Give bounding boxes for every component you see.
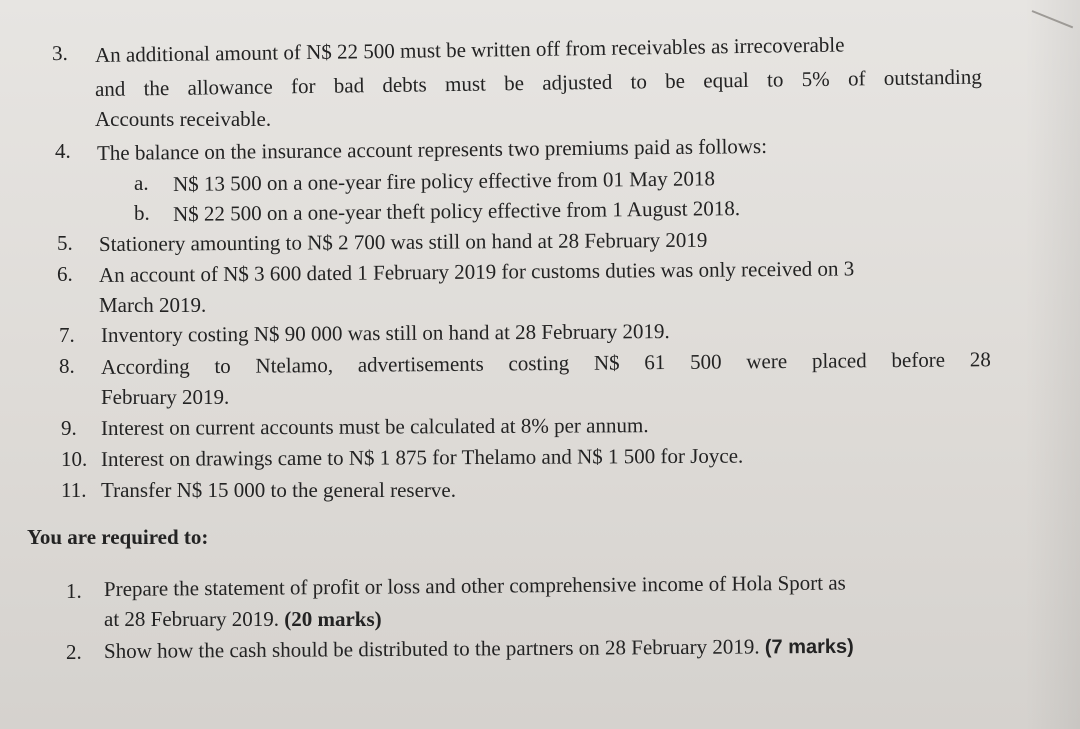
item-8-line-2: February 2019. — [101, 385, 230, 409]
item-3-line-3: Accounts receivable. — [95, 107, 272, 131]
word: 5% — [801, 66, 830, 92]
question-2-line — [104, 633, 854, 665]
item-3-line-1: An additional amount of N$ 22 500 must be written off from receivables as irrecoverable — [94, 32, 845, 67]
item-4-line-1: The balance on the insurance account represents two premiums paid as follows: — [96, 133, 768, 165]
item-3-line-2 — [95, 64, 982, 102]
item-6-line-1: An account of N$ 3 600 dated 1 February 2019 for customs duties was only received on 3 — [98, 256, 855, 287]
question-1-line-2 — [104, 606, 382, 632]
page-edge-shadow — [1025, 0, 1080, 729]
word: bad — [333, 73, 365, 98]
item-9-text: Interest on current accounts must be calculated at 8% per annum. — [100, 413, 649, 440]
word: adjusted — [542, 69, 613, 95]
word: for — [290, 73, 316, 99]
item-10-text: Interest on drawings came to N$ 1 875 for Thelamo and N$ 1 500 for Joyce. — [100, 443, 744, 471]
item-8-line-1 — [101, 346, 991, 380]
word: 28 — [969, 347, 991, 372]
word: 500 — [689, 349, 722, 374]
word: N$ — [593, 350, 620, 375]
word: the — [143, 75, 170, 101]
word: Ntelamo, — [255, 352, 334, 378]
question-2-marks: (7 marks) — [764, 635, 854, 659]
word: before — [891, 347, 946, 373]
question-1-marks: (20 marks) — [284, 607, 382, 631]
item-7-text: Inventory costing N$ 90 000 was still on hand at 28 February 2019. — [100, 319, 670, 347]
item-4a-label: a. — [134, 171, 149, 195]
word: be — [503, 71, 525, 96]
required-heading: You are required to: — [27, 525, 209, 549]
item-6-number: 6. — [57, 262, 73, 286]
item-4a-text: N$ 13 500 on a one-year fire policy effective from 01 May 2018 — [172, 166, 716, 196]
item-5-text: Stationery amounting to N$ 2 700 was still on hand at 28 February 2019 — [98, 227, 708, 256]
word: must — [444, 71, 487, 97]
item-5-number: 5. — [57, 231, 73, 255]
item-3-number: 3. — [51, 40, 68, 66]
question-1-number: 1. — [66, 579, 82, 603]
word: According — [100, 354, 190, 379]
question-1-date: at 28 February 2019. — [104, 607, 279, 631]
question-1-line-1: Prepare the statement of profit or loss and other comprehensive income of Hola Sport as — [103, 570, 846, 601]
item-10-number: 10. — [61, 447, 88, 471]
item-8-number: 8. — [59, 354, 75, 378]
item-11-number: 11. — [61, 478, 87, 502]
item-7-number: 7. — [59, 323, 75, 347]
item-4-number: 4. — [55, 139, 71, 163]
item-6-line-2: March 2019. — [99, 293, 207, 317]
item-11-text: Transfer N$ 15 000 to the general reserve. — [101, 478, 456, 502]
word: be — [665, 68, 686, 94]
word: to — [630, 69, 648, 94]
word: equal — [703, 67, 749, 93]
word: of — [847, 66, 866, 91]
word: and — [94, 76, 126, 101]
item-4b-text: N$ 22 500 on a one-year theft policy effective from 1 August 2018. — [172, 196, 741, 226]
word: advertisements — [357, 351, 484, 377]
question-2-number: 2. — [66, 640, 82, 664]
word: debts — [382, 72, 427, 97]
item-9-number: 9. — [61, 416, 77, 440]
word: were — [746, 349, 788, 374]
item-4b-label: b. — [134, 201, 150, 225]
word: costing — [508, 350, 570, 376]
word: placed — [811, 348, 867, 373]
word: to — [766, 67, 784, 92]
question-2-text: Show how the cash should be distributed to the partners on 28 February 2019. — [103, 634, 760, 663]
word: allowance — [187, 74, 273, 100]
word: to — [214, 353, 231, 379]
word: outstanding — [883, 64, 982, 90]
word: 61 — [644, 350, 666, 375]
